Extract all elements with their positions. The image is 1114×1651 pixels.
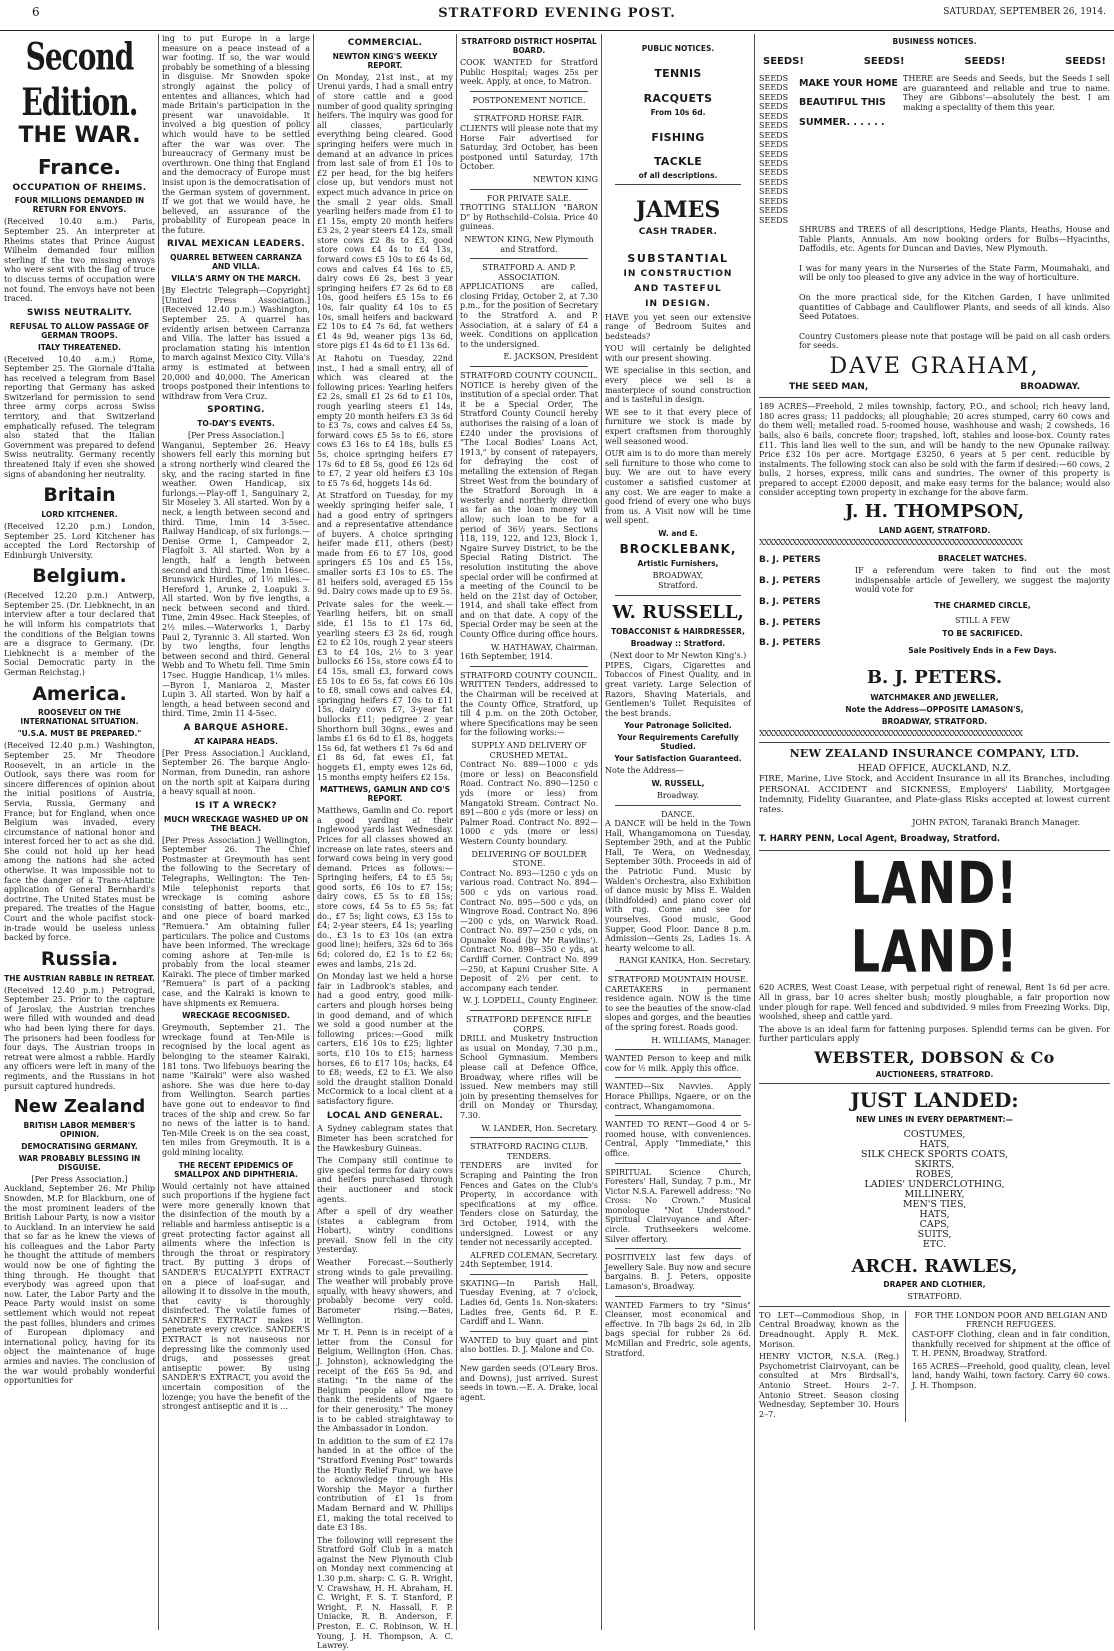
seeds-word: SEEDS! — [763, 56, 804, 67]
seedman-label: THE SEED MAN, — [789, 382, 869, 393]
article-text: (Received 10.40 a.m.) Paris, September 25. An interpreter at Rheims states that Prince August Wilhelm demanded four million sterling if the two missing envoys who were sent with the flag of truce to discuss terms of occupation were not found. The envoys have not been traced. — [4, 217, 155, 304]
signature: NEWTON KING, New Plymouth and Stratford. — [464, 234, 594, 254]
article-text: On Monday last we held a horse fair in Ladbrook's stables, and had a good entry, good milk-carters and plough horses being in good demand, and of which we sold a good number at the following prices:—Good milk carters, £16 10s to £25; lighter sorts, £10 10s to £15; harness horses, £6 to £17 10s; hacks, £4 to £8; weeds, £2 to £3. We also sold the draught stallion Donald McCormick to a local client at a satisfactory figure. — [317, 972, 453, 1106]
divider — [470, 91, 588, 92]
refugees-heading: FOR THE LONDON POOR AND BELGIAN AND FRENCH REFUGEES. — [914, 1310, 1108, 1330]
signature: RANGI KANIKA, Hon. Secretary. — [618, 956, 751, 966]
address-line-2: BROADWAY, STRATFORD. — [881, 716, 988, 726]
events-subheading: TO-DAY'S EVENTS. — [197, 419, 275, 429]
price-line: From 10s 6d. — [650, 108, 706, 118]
just-landed-heading: JUST LANDED: — [850, 1088, 1019, 1113]
clothing-item: MILLINERY, — [904, 1188, 965, 1200]
nz-heading: New Zealand — [13, 1096, 146, 1118]
ad-text: 165 ACRES—Freehold, good quality, clean, level land, handy Waihi, town factory. Carry 60 cows. J. H. Thompson. — [912, 1361, 1110, 1391]
descriptions-line: of all descriptions. — [638, 170, 718, 180]
ap-heading: STRATFORD A. AND P. ASSOCIATION. — [482, 263, 576, 282]
divider — [615, 595, 741, 596]
article-text: ing to put Europe in a large measure on a peace instead of a war footing. If so, the war would probably be something of a blessing in disguise. Mr Snowden spoke strongly against the policy of ententes and alliances, which had made Britain's participation in the present war unavoidable. It involved a big question of policy which would have to be settled after the war was over. The bureaucracy of Germany must be overthrown. One thing that England and the democracy of Europe must insist upon is the democratisation of the German system of government. If we got that we would have, he believed, an assurance of the probability of European peace in the future. — [162, 34, 310, 235]
studied-line: Your Requirements Carefully Studied. — [617, 733, 739, 752]
slogan-line: MAKE YOUR HOME — [799, 78, 898, 89]
seeds-label: SEEDS — [759, 130, 789, 140]
britain-heading: Britain — [43, 484, 116, 507]
article-text: Wanganui, September 26. Heavy showers fell early this morning but a strong northerly wind cleared the sky, and the racing started in fine weather. Owen Handicap, six furlongs.—Play-off 1, Sanguinary 2, Sir Moseley 3. All started. Won by a neck, a length between second and third. Time, 1min 14 3-5sec. Railway Handicap, of six furlongs.—Denise Orme 1, Campeador 2, Flagfolt 3. All started. Won by a length, half a length between second and third. Time, 1min 16sec. Brunswick Hurdles, of 1½ miles.—Hereford 1, Arunke 2, Loapuki 3. All started. Won by five lengths, a neck between second and third. Time, 2min 49sec. Hack Steeples, of 2½ miles.—Waterworks 1, Darby Paul 2, Tyrannic 3. All started. Won by two lengths, four lengths between second and third. General Webb and To Whetu fell. Time 5min 17sec. Huggie Handicap, 1¼ miles.—Byron 1, Maniaroa 2, Master Lupin 3. All started. Won by half a length, a head between second and third. Time, 2min 11 4-5sec. — [162, 440, 310, 719]
divider — [470, 258, 588, 259]
swiss-heading: SWISS NEUTRALITY. — [26, 307, 133, 318]
press-association: [Per Press Association.] — [188, 431, 284, 441]
charmed-heading: THE CHARMED CIRCLE, — [934, 601, 1031, 611]
dance-heading: DANCE. — [661, 809, 695, 819]
clothing-item: SUITS, — [917, 1228, 952, 1240]
refusal-subheading: REFUSAL TO ALLOW PASSAGE OF GERMAN TROOPS. — [9, 321, 150, 340]
hospital-heading: STRATFORD DISTRICT HOSPITAL BOARD. — [461, 37, 597, 55]
brocklebank-initials: W. and E. — [658, 528, 698, 538]
belgium-heading: Belgium. — [32, 565, 127, 588]
watchmaker-line: WATCHMAKER AND JEWELLER, — [870, 692, 999, 702]
commercial-heading: COMMERCIAL. — [347, 38, 423, 48]
clothing-item: LADIES' UNDERCLOTHING, — [864, 1178, 1005, 1190]
seeds-ad — [759, 74, 1110, 225]
ad-text: SHRUBS and TREES of all descriptions, Hedge Plants, Heaths, House and Table Plants, Annuals. Am now booking orders for Bulbs—Hyacinths, Daffodils, etc. Agents for Duncan and Davies, New Plymouth. — [799, 225, 1110, 254]
ad-text: PIPES, Cigars, Cigarettes and Tobaccos of Finest Quality, and in great variety. Large Selection of Razors, Shaving Materials, and Gentlemen's Toilet Requisites of the best brands. — [605, 660, 751, 718]
divider — [615, 1077, 741, 1078]
seeds-label: SEEDS — [759, 74, 789, 83]
quarrel-subheading: QUARREL BETWEEN CARRANZA AND VILLA. — [170, 253, 302, 272]
divider — [615, 970, 741, 971]
peters-label: B. J. PETERS — [759, 638, 821, 649]
divider — [470, 189, 588, 190]
barque-heading: A BARQUE ASHORE. — [183, 723, 289, 733]
ad-text: WANTED Farmers to try "Sinus" Cleanser, most economical and effective. In 7lb bags 2s 6d, in 2lb bags special for rubber 2s 6d. McMillan and Fredric, sole agents, Stratford. — [605, 1300, 751, 1358]
divider — [470, 1274, 588, 1275]
clothing-list — [759, 1130, 1110, 1250]
fishing-heading: FISHING — [651, 131, 705, 145]
tobacconist-line: TOBACCONIST & HAIRDRESSER, — [611, 627, 745, 637]
ad-text: CAST-OFF Clothing, clean and in fair condition, thankfully received for shipment at the office of T. H. PENN, Broadway, Stratford. — [912, 1330, 1110, 1359]
ad-text: IF a referendum were taken to find out the most indispensable article of Jewellery, we suggest the majority would vote for — [855, 566, 1110, 595]
article-text: On Monday, 21st inst., at my Urenui yards, I had a small entry of store cattle and a good number of good quality springing heifers. The inquiry was good for all classes, particularly everything being cleared. Good springing heifers were much in demand at an advance in prices from last sale of from £1 10s to £2 per head, for the big heifers close up, but vendors must not expect much advance in price on the small 2 year olds. Small yearling heifers made from £1 to £1 15s, empty 20 month heifers £3 2s, 2 year steers £4 12s, small store cows £2 8s to £3, good store cows £4 4s to £4 13s, forward cows £5 10s to £6 4s 6d, cows and calves £4 16s to £5, dairy cows £6 2s, best 3 year springing heifers £7 2s 6d to £8 10s, good heifers £5 15s to £6 10s, fair quality £4 10s to £5 10s, small heifers and backward £2 10s to £4 7s 6d, fat wethers £1 4s 9d, weaner pigs 13s 6d, store pigs £1 4s 6d to £1 13s 6d. — [317, 72, 454, 351]
new-lines-line: NEW LINES IN EVERY DEPARTMENT:— — [856, 1115, 1013, 1125]
divider — [470, 666, 588, 667]
divider — [615, 1115, 741, 1116]
column-rule — [456, 34, 457, 1630]
james-heading: JAMES — [635, 196, 721, 223]
ad-text: HENRY VICTOR, N.S.A. (Reg.) Psychometrist Clairvoyant, can be consulted at Mrs Birdsall's, Antonio Street. Hours 2–7. Antonio Street. Season closing Wednesday, September 30. Hours 2–7. — [759, 1352, 899, 1419]
clothing-item: HATS, — [919, 1139, 950, 1151]
signature: NEWTON KING — [532, 174, 598, 184]
ad-text: HAVE you yet seen our extensive range of Bedroom Suites and bedsteads? — [605, 312, 751, 341]
article-text: (Received 12.20 p.m.) Antwerp, September 25. (Dr. Liebknecht, in an interview after a tour declared that he will inform his compatriots that the conditions of the Belgian towns are a disgrace to Germany. (Dr. Liebknecht is a member of the Social Democratic party in the German Reichstag.) — [4, 591, 155, 677]
seeds-label: SEEDS — [759, 196, 789, 206]
sporting-heading: SPORTING. — [207, 405, 265, 416]
boulder-subheading: DELIVERING OF BOULDER STONE. — [471, 849, 587, 869]
ad-text: DRILL and Musketry Instruction as usual on Monday, 7.30 p.m., School Gymnasium. Members please call at Defence Office, Broadway, where rifles will be issued. New members may still join by presenting themselves for drill on Monday or Thursday, 7.30. — [460, 1034, 598, 1120]
signature: W. J. LOPDELL, County Engineer. — [462, 996, 598, 1006]
russell-heading: W. RUSSELL, — [612, 601, 744, 623]
blessing-subheading: WAR PROBABLY BLESSING IN DISGUISE. — [18, 1153, 141, 1172]
border-x-top: XXXXXXXXXXXXXXXXXXXXXXXXXXXXXXXXXXXXXXXXXXXXXXXXXXXXXXXX — [759, 537, 1022, 547]
kitchener-subheading: LORD KITCHENER. — [41, 510, 118, 520]
clothing-item: ETC. — [922, 1238, 947, 1250]
seeds-label: SEEDS — [759, 215, 789, 225]
patronage-line: Your Patronage Solicited. — [624, 721, 732, 731]
article-text: [By Electric Telegraph—Copyright] [United Press Association.] (Received 12.40 p.m.) Washington, September 25. A quarrel has evidently arisen between Carranza and Villa. The latter has issued a proclamation stating his intention to march against Mexico City. Villa's army is estimated at between 20,000 and 40,000. The American troops postponed their intentions to withdraw from Vera Cruz. — [162, 286, 310, 401]
clothing-item: ROBES, — [915, 1168, 954, 1180]
draper-line: DRAPER AND CLOTHIER, — [883, 1280, 986, 1290]
column-rule — [313, 34, 314, 1630]
ad-text: A DANCE will be held in the Town Hall, Whangamomona on Tuesday, September 29th, and at the Public Hall, Te Wera, on Wednesday, September 30th. Proceeds in aid of the Patriotic Fund. Music by Walden's Orchestra, also Exhibition of dance music by Miss E. Walden (blindfolded) and piano cover old with rug. Come and see for yourselves. Good music, Good Supper, Good Floor. Dance 8 p.m. Admission—Gents 2s, Ladies 1s. A hearty welcome to all. — [605, 819, 751, 953]
ad-text: CARETAKERS in permanent residence again. NOW is the time to see the beauties of the snow-clad slopes and gorges, and the beauties of the spring forest. Roads good. — [605, 984, 751, 1032]
column-rule — [754, 34, 755, 1630]
democ-subheading: DEMOCRATISING GERMANY. — [21, 1141, 138, 1151]
note-address-line: Note the Address— — [605, 766, 684, 776]
seedman-line — [759, 382, 1110, 393]
auctioneers-line: AUCTIONEERS, STRATFORD. — [875, 1070, 994, 1080]
ad-text: WANTED—Six Navvies. Apply Horace Phillips, Ngaere, or on the contract, Whangamomona. — [605, 1082, 751, 1111]
seeds-label: SEEDS — [759, 121, 789, 131]
peters-heading: B. J. PETERS. — [866, 667, 1003, 689]
peters-label: B. J. PETERS — [759, 617, 821, 628]
epidemics-subheading: THE RECENT EPIDEMICS OF SMALLPOX AND DIPHTHERIA. — [174, 1160, 298, 1179]
ad-text: The above is an ideal farm for fattening purposes. Splendid terms can be given. For further particulars apply — [759, 1024, 1110, 1044]
ad-text: WRITTEN Tenders, addressed to the Chairman will be received at the County Office, Stratford, up till 4 p.m. on the 20th October, where Specifications may be seen for the following works:— — [460, 680, 598, 738]
rheims-heading: OCCUPATION OF RHEIMS. — [12, 182, 147, 193]
ad-text: 189 ACRES—Freehold, 2 miles township, factory, P.O., and school; rich heavy land, 180 acres grass; 11 paddocks; all ploughable; 20 acres stumped, carry 60 cows and do them well; metalled road. 5-roomed house, washhouse and wash; 2 cowsheds, 16 bails, also 6 bails, concrete floor; trapshed, loft, stables and loose-box. County rates £11. This land lies well to the sun, and will be handy to the new Opunake railway. Price £32 10s per acre. Mortgage £3250, 6 years at 5 per cent. reducible by instalments. The following stock can also be sold with the farm if desired:—60 cows, 2 bulls, 2 horses, express, milk cans and sundries. The owner of this property is prepared to accept £2000 deposit, and make easy terms for the balance; would also consider accepting town property in exchange for the above farm. — [759, 402, 1110, 498]
ad-text: Country Customers please note that postage will be paid on all cash orders for seeds. — [799, 331, 1110, 351]
ad-text: SPIRITUAL Science Church, Foresters' Hall, Sunday, 7 p.m., Mr Victor N.S.A. Farewell address: "No Cross: No Crown." Musical monologue "Not Understood." Spiritual Clairvoyance and After-circle. Truthseekers welcome. Silver offertory. — [605, 1167, 751, 1244]
article-text: The Company still continue to give special terms for dairy cows and heifers purchased through their auctioneer and stock agents. — [317, 1156, 453, 1204]
penn-line: T. HARRY PENN, Local Agent, Broadway, Stratford. — [759, 833, 1001, 844]
ad-text: TENDERS are invited for Scraping and Painting the Iron Fences and Gates on the Club's Property, in accordance with specifications at my office. Tenders close on Saturday, the 3rd October, 1914, with the undersigned. Lowest or any tender not necessarily accepted. — [460, 1161, 598, 1248]
seeds-word: SEEDS! — [863, 56, 905, 67]
sale-ends-line: Sale Positively Ends in a Few Days. — [908, 645, 1057, 655]
seeds-label: SEEDS — [759, 177, 789, 187]
divider — [615, 184, 741, 185]
clothing-item: HATS, — [919, 1208, 950, 1220]
ad-text: SKATING—In Parish Hall, Tuesday Evening, at 7 o'clock, Ladies 6d, Gents 1s. Non-skaters: Ladies free, Gents 6d. P. E. Cardiff and L. Wann. — [460, 1278, 598, 1327]
supply-subheading: SUPPLY AND DELIVERY OF CRUSHED METAL. — [471, 741, 587, 760]
seeds-banner — [763, 56, 1106, 68]
article-text: In addition to the sum of £2 17s handed in at the office of the "Stratford Evening Post" towards the Huntly Relief Fund, we have to acknowledge through His Worship the Mayor a further contribution of £1 1s from Madam Bernard and W. Phillips £1, making the total received to date £3 18s. — [317, 1436, 453, 1533]
millions-subheading: FOUR MILLIONS DEMANDED IN RETURN FOR ENVOYS. — [14, 196, 145, 215]
clothing-item: SILK CHECK SPORTS COATS, — [860, 1149, 1009, 1160]
slogan-line: SUMMER. . . . . . — [799, 116, 885, 128]
prepared-subheading: "U.S.A. MUST BE PREPARED." — [17, 729, 142, 739]
racing-club-heading: STRATFORD RACING CLUB. — [470, 1142, 588, 1152]
france-heading: France. — [38, 154, 121, 179]
russell-repeat: W. RUSSELL, — [651, 778, 705, 788]
article-text: Mr T. H. Penn is in receipt of a letter from the Consul for Belgium, Wellington (Hon. Chas. J. Johnston), acknowledging the receipt of the £65 5s 9d, and stating: "In the name of the Belgium people allow me to thank the residents of Ngaere for their generosity." The money is to be cabled straightaway to the Ambassador in London. — [317, 1328, 453, 1434]
article-text: [Per Press Association.] Auckland, September 26. The barque Anglo-Norman, from Dunedin, ran ashore on the north spit at Kaipara during a heavy squall at noon. — [162, 748, 310, 797]
ad-text: POSITIVELY last few days of Jewellery Sale. Buy now and secure bargains. B. J. Peters, opposite Lamason's, Broadway. — [605, 1253, 751, 1292]
ad-text: TO LET—Commodious Shop, in Central Broadway, known as the Dreadnought. Apply R. McK. Morison. — [759, 1310, 899, 1349]
construction-heading: IN CONSTRUCTION — [623, 269, 733, 280]
ad-text: On the more practical side, for the Kitchen Garden, I have unlimited quantities of Cabbage and Cauliflower Plants, and seeds of all kinds. Also Seed Potatoes. — [799, 292, 1110, 322]
substantial-heading: SUBSTANTIAL — [627, 251, 729, 265]
column-1 — [4, 34, 155, 1630]
ad-text: THERE are Seeds and Seeds, but the Seeds I sell are guaranteed and reliable and true to name. They are Gibbons'—absolutely the best. I am making a speciality of them this year. — [903, 74, 1110, 112]
land-agent-line: LAND AGENT, STRATFORD. — [878, 525, 991, 535]
clothing-item: MEN'S TIES, — [902, 1198, 967, 1210]
nz-insurance-heading: NEW ZEALAND INSURANCE COMPANY, LTD. — [789, 747, 1080, 761]
address-line: Broadway :: Stratford. — [630, 639, 726, 649]
roosevelt-subheading: ROOSEVELT ON THE INTERNATIONAL SITUATION. — [20, 708, 139, 727]
stratford-line: STRATFORD. — [907, 1292, 962, 1302]
newton-king-report-heading: NEWTON KING'S WEEKLY REPORT. — [332, 51, 438, 70]
labor-subheading: BRITISH LABOR MEMBER'S OPINION. — [23, 1120, 136, 1139]
wreckage-subheading: MUCH WRECKAGE WASHED UP ON THE BEACH. — [163, 814, 309, 833]
county-council-heading: STRATFORD COUNTY COUNCIL. — [460, 371, 598, 381]
cash-trader-heading: CASH TRADER. — [638, 227, 718, 238]
divider — [615, 805, 741, 806]
column-rule — [601, 34, 602, 1630]
ad-text: I was for many years in the Nurseries of the State Farm, Moumahaki, and will be only too pleased to give any advice in the way of horticulture. — [799, 263, 1110, 283]
peters-side-list — [759, 551, 855, 659]
villa-subheading: VILLA'S ARMY ON THE MARCH. — [171, 274, 301, 284]
article-text: After a spell of dry weather (states a cablegram from Hobart), wintry conditions prevail. Snow fell in the city yesterday. — [317, 1207, 453, 1255]
ad-text: YOU will certainly be delighted with our present showing. — [605, 344, 751, 363]
ad-text: 620 ACRES, West Coast Lease, with perpetual right of renewal, Rent 1s 6d per acre. All in grass, bar 10 acres shelter bush; mostly ploughable, a fair proportion now under plough for rape. Well fenced and subdivided. 9 miles from Freezing Works. Dip, woolshed, sheep and cattle yard. — [759, 983, 1110, 1022]
divider — [470, 1010, 588, 1011]
ad-text: WE see to it that every piece of furniture we stock is made by expert craftsmen from thoroughly well seasoned wood. — [605, 407, 751, 446]
article-text: Private sales for the week.—Yearling heifers, bit on small side, £1 15s to £1 17s 6d, yearling steers £3 2s 6d, rough £2 to £2 10s, rough 2 year steers £3 to £4 10s, 2½ to 3 year bullocks £6 15s, store cows £4 to £4 15s, small £3, forward cows £5 10s to £6 5s, fat cows £6 10s to £8, small cows and calves £4, springing heifers £7 10s to £11 15s, dairy cows £7, 3-year fat bullocks £11; pedigree 2 year Shorthorn bull 30gns., ewes and lambs £1 6s 6d to £1 8s, hoggets 15s 6d, fat wethers £1 7s 6d and £1 8s 6d, fat ewes £1, fat hoggets £1, empty ewes 12s 6d, 15 months empty heifers £2 15s. — [317, 599, 453, 782]
peters-box — [759, 551, 1110, 659]
satisfaction-line: Your Satisfaction Guaranteed. — [614, 754, 742, 764]
peters-label: B. J. PETERS — [759, 596, 821, 607]
seeds-label: SEEDS — [759, 92, 789, 102]
thompson-heading: J. H. THOMPSON, — [845, 501, 1024, 523]
border-x-bottom: XXXXXXXXXXXXXXXXXXXXXXXXXXXXXXXXXXXXXXXXXXXXXXXXXXXXXXXX — [759, 728, 1022, 738]
clothing-item: COSTUMES, — [903, 1129, 966, 1141]
postponement-heading: POSTPONEMENT NOTICE. — [472, 95, 586, 105]
ad-text: New garden seeds (O'Leary Bros. and Downs), just arrived. Surest seeds in town.—E. A. Drake, local agent. — [460, 1364, 598, 1402]
divider — [470, 1359, 588, 1360]
mountain-house-heading: STRATFORD MOUNTAIN HOUSE. — [607, 975, 749, 984]
clothing-item: CAPS, — [919, 1218, 950, 1230]
private-sale-heading: FOR PRIVATE SALE. — [486, 193, 572, 203]
clothing-item: SKIRTS, — [914, 1158, 955, 1170]
rabble-subheading: THE AUSTRIAN RABBLE IN RETREAT. — [4, 973, 155, 983]
ad-text: NOTICE is hereby given of the institution of a special order. That it be a Special Order, The Stratford County Council hereby authorises the raising of a loan of £240 under the provisions of "The Local Bodies' Loans Act, 1913," by consent of ratepayers, for defraying the cost of metalling the extension of Regan Street West from the boundary of the Stratford Borough in a westerly and northerly direction as far as the loan money will allow; such loan to be for a period of 36½ years. Sections 118, 119, 122, and 123, Block 1, Ngaire Survey District, to be the Special Rating District. The resolution instituting the above special order will be confirmed at a meeting of the Council to be held on the 21st day of October, 1914, and shall take effect from and on that date. A copy of the Special Order may be seen at the County Office during office hours. — [460, 380, 598, 640]
article-text: [Per Press Association.] Wellington, September 26. The Chief Postmaster at Greymouth has sent the following to the Secretary of Telegraphs, Wellington: The Ten-Mile telephonist reports that wreckage is coming ashore consisting of batter, booms, etc., and one piece of board marked "Remuera." Am obtaining fuller particulars. The police and Customs have been informed. The wreckage coming ashore at Ten-mile is probably from the local steamer Kairaki. The piece of timber marked "Remuera" is part of a packing case, and the Kairaki is known to have shipments ex Remuera. — [162, 835, 310, 1008]
ad-text: OUR aim is to do more than merely sell furniture to those who come to buy. We are out to have every customer a satisfied customer at any cost. We are eager to make a good friend of every one who buys from us. A Visit now will be time well spent. — [605, 449, 751, 526]
press-association: [Per Press Association.] — [31, 1174, 128, 1184]
signature: JOHN PATON, Taranaki Branch Manager. — [912, 818, 1080, 828]
seeds-label: SEEDS — [759, 149, 789, 159]
ad-text: TROTTING STALLION "BARON D" by Rothschild–Colsia. Price 40 guineas. — [460, 203, 598, 232]
business-notices-heading: BUSINESS NOTICES. — [892, 37, 977, 46]
seeds-body-2 — [799, 225, 1110, 351]
seeds-label: SEEDS — [759, 83, 789, 93]
mexican-heading: RIVAL MEXICAN LEADERS. — [167, 239, 305, 250]
page-number: 6 — [32, 5, 40, 19]
article-text: Auckland, September 26. Mr Philip Snowden, M.P. for Blackburn, one of the most prominent leaders of the British Labour Party, is now a visitor to Auckland. In an interview he said that so far as he knew the views of his colleagues and the Labor Party he thought the attitude of members would now be one of fighting the thing through. He thought that everybody was agreed upon that now. Later, the Labor Party and the Peace Party would insist on some settlement which would not repeat the past follies, blunders and crimes of European diplomacy and international policy, having for its object the maintenance of huge armies and navies. The conclusion of the war would probably wonderful opportunities for — [4, 1184, 155, 1386]
seeds-side-list — [759, 74, 795, 225]
broadway-line: BROADWAY, — [652, 571, 704, 581]
horse-fair-heading: STRATFORD HORSE FAIR. — [473, 114, 585, 124]
seeds-body — [903, 74, 1110, 225]
article-text: The following will represent the Stratford Golf Club in a match against the New Plymouth Club on Monday next commencing at 1.30 p.m. sharp: C. G. R. Wright, V. Crawshaw, H. H. Abraham, H. C. Wright, F. S. T. Stanford, P. Wright, F. N. Hassall, F. P. Uniacke, R. B. Anderson, F. Preston, E. C. Robinson, W. H. Young, J. H. Thompson, A. C. Lawrey. — [317, 1535, 453, 1651]
divider — [470, 366, 588, 367]
bracelet-heading: BRACELET WATCHES. — [938, 554, 1027, 564]
tennis-heading: TENNIS — [654, 67, 702, 80]
signature: E. JACKSON, President — [503, 352, 598, 362]
article-text: Matthews, Gamlin and Co. report a good yarding at their Inglewood yards last Wednesday. Prices for all classes showed an increase on late rates, steers and forward cows being in very good demand. Prices as follows:—Springing heifers, £4 to £5 5s; good sorts, £6 10s to £7 15s; dairy cows, £5 5s to £8 15s; store cows, £4 5s to £5 5s; fat do., £7 5s; light cows, £3 15s to £4; 2-year steers, £4 1s; yearling do., £3 1s to £3 10s (an extra good line); heifers, 32s 6d to 36s 6d; colored do, £2 1s to £2 6s; ewes and lambs, 21s 2d. — [317, 806, 453, 969]
seeds-label: SEEDS — [759, 111, 789, 121]
newspaper-title: STRATFORD EVENING POST. — [438, 6, 676, 21]
article-text: (Received 12.20 p.m.) London, September 25. Lord Kitchener has accepted the Lord Rectorship of Edinburgh University. — [4, 522, 155, 560]
classifieds-row — [759, 1311, 1110, 1423]
ad-text: FIRE, Marine, Live Stock, and Accident Insurance in all its Branches, including PERSONAL ACCIDENT and SICKNESS, Employers' Liability, Mortgagee Indemnity, Fidelity Guarantee, and Plate-glass Risks accepted at lowest current rates. — [759, 774, 1110, 815]
classifieds-left — [759, 1311, 906, 1423]
column-rule — [158, 34, 159, 1630]
brocklebank-heading: BROCKLEBANK, — [619, 541, 737, 556]
divider — [759, 1083, 1110, 1084]
war-heading: THE WAR. — [18, 123, 141, 149]
divider — [759, 1306, 1110, 1307]
article-text: Greymouth, September 21. The wreckage found at Ten-Mile is recognised by the local agent as belonging to the steamer Kairaki, 181 tons. Two lifebuoys bearing the name "Kairaki" were also washed ashore. She was due here to-day from Wellington. Search parties have gone out to endeavor to find traces of the ship and crew. So far no news of the latter is to hand. Ten-Mile Creek is on the sea coast, ten miles from Greymouth. It is a gold mining locality. — [162, 1023, 310, 1157]
nextdoor-line: (Next door to Mr Newton King's.) — [609, 651, 747, 661]
signature: H. WILLIAMS, Manager. — [651, 1035, 751, 1045]
article-text: At Stratford on Tuesday, for my weekly springing heifer sale, I had a good entry of springers and a representative attendance of buyers. A choice springing heifer made £11, others (best) made from £6 to £7 10s, good springers £5 10s and £5 15s, smaller sorts £3 10s to £5. The 81 heifers sold, averaged £5 15s 9d. Dairy cows made up to £9 5s. — [317, 491, 453, 597]
ad-text: WANTED to buy quart and pint also bottles. D. J. Malone and Co. — [460, 1335, 598, 1355]
local-general-heading: LOCAL AND GENERAL. — [326, 1110, 444, 1121]
italy-subheading: ITALY THREATENED. — [37, 342, 121, 352]
notice-date: 16th September, 1914. — [460, 652, 553, 662]
seeds-label: SEEDS — [759, 158, 789, 168]
seeds-label: SEEDS — [759, 206, 789, 216]
peters-body — [855, 551, 1110, 659]
still-line: STILL A FEW — [954, 616, 1011, 626]
ad-text: CLIENTS will please note that my Horse Fair advertised for Saturday, 3rd October, has been postponed until Saturday, 17th October. — [460, 123, 598, 172]
edition-heading: Second Edition. — [21, 34, 138, 125]
divider — [615, 1248, 741, 1249]
broadway-line: Broadway. — [656, 790, 700, 800]
wdc-heading: WEBSTER, DOBSON & Co — [814, 1047, 1055, 1067]
ad-text: Contract No. 889—1000 c yds (more or less) on Beaconsfield Road. Contract No. 890—1250 c yds (more or less) from Mangatoki Stream. Contract No. 891—800 c yds (more or less) on Palmer Road. Contract No. 892—1000 c yds (more or less) Western County boundary. — [460, 760, 598, 846]
column-4 — [460, 34, 598, 1630]
seeds-slogan — [795, 74, 903, 225]
divider — [615, 1049, 741, 1050]
divider — [615, 1296, 741, 1297]
signature: W. LANDER, Hon. Secretary. — [481, 1123, 598, 1133]
seeds-label: SEEDS — [759, 187, 789, 197]
column-5 — [605, 34, 751, 1630]
ad-text: WANTED Person to keep and milk cow for ½ milk. Apply this office. — [605, 1054, 751, 1073]
recognised-subheading: WRECKAGE RECOGNISED. — [182, 1011, 290, 1021]
ad-text: APPLICATIONS are called, closing Friday, October 2, at 7.30 p.m., for the position of Secretary to the Stratford A. and P. Association, at a salary of £4 a week. Conditions on application to the undersigned. — [460, 282, 598, 349]
slogan-line: BEAUTIFUL THIS — [799, 97, 886, 109]
seeds-word: SEEDS! — [1065, 56, 1106, 67]
signature: ALFRED COLEMAN, Secretary. — [470, 1250, 598, 1260]
sacrificed-line: TO BE SACRIFICED. — [942, 628, 1023, 638]
divider — [470, 1137, 588, 1138]
dave-graham-heading: DAVE GRAHAM, — [829, 353, 1040, 379]
article-text: (Received 12.40 p.m.) Petrograd, September 25. Prior to the capture of Jaroslav, the Austrian trenches were filled with wounded and dead who had been lying there for days. The prisoners had been foodless for four days. The Austrian troops in retreat were almost a rabble. Hardly any officers were left in many of the regiments, and the Russians in hot pursuit captured hundreds. — [4, 985, 155, 1091]
russia-heading: Russia. — [40, 947, 119, 970]
divider — [615, 1163, 741, 1164]
broadway-label: BROADWAY. — [1020, 382, 1080, 393]
racquets-heading: RACQUETS — [643, 92, 713, 106]
county-council-heading: STRATFORD COUNTY COUNCIL. — [460, 670, 598, 680]
rifle-corps-heading: STRATFORD DEFENCE RIFLE CORPS. — [466, 1015, 592, 1034]
column-2 — [162, 34, 310, 1630]
head-office-line: HEAD OFFICE, AUCKLAND, N.Z. — [857, 763, 1012, 774]
article-text: A Sydney cablegram states that Bimeter has been scratched for the Hawkesbury Guineas. — [317, 1124, 453, 1153]
article-text: At Rahotu on Tuesday, 22nd inst., I had a small entry, all of which was cleared at the following prices: Yearling heifers £2 2s, small £1 2s 6d to £1 10s, rough yearling steers £1 14s, empty 20 month heifers £3 3s 6d to £3 7s, cows and calves £4 5s, forward cows £5 5s to £6, store cows £3 16s to £4 18s, bulls £5 5s, choice springing heifers £7 17s 6d to £8 5s, good £6 12s 6d to £7, 2 year old heifers £3 10s to £5 7s 6d, hoggets 14s 6d. — [317, 354, 453, 488]
column-6 — [759, 34, 1110, 1630]
ad-text: Contract No. 893—1250 c yds on various road. Contract No. 894—500 c yds on various road. Contract No. 895—500 c yds, on Wingrove Road. Contract No. 896—200 c yds, on Warwick Road. Contract No. 897—250 c yds, on Opunake Road (by Mr Rawlins'). Contract No. 898—350 c yds, at Cardiff Corner. Contract No. 899—250, at Kapuni Crusher Site. A Deposit of 2½ per cent. to accompany each tender. — [460, 868, 598, 993]
ad-text: COOK WANTED for Stratford Public Hospital; wages 25s per week. Apply, at once, to Matron. — [460, 58, 598, 87]
stratford-line: Stratford. — [658, 580, 698, 590]
seeds-label: SEEDS — [759, 168, 789, 178]
column-3 — [317, 34, 454, 1651]
article-text: (Received 10.40 a.m.) Rome, September 25. The Giornale d'Italia has received a telegram from Basel reporting that Germany has asked Switzerland for permission to send three army corps across Swiss territory, and that Switzerland emphatically refused. The telegram also stated that the Italian Government was prepared to defend Swiss neutrality. Germany recently threatened Italy if even she showed signs of abandoning her neutrality. — [4, 354, 155, 479]
artistic-line: Artistic Furnishers, — [637, 559, 719, 569]
tasteful-heading: AND TASTEFUL — [634, 283, 722, 294]
classifieds-right — [906, 1311, 1110, 1423]
matthews-report-heading: MATTHEWS, GAMLIN AND CO'S REPORT. — [319, 785, 450, 804]
wreck-heading: IS IT A WRECK? — [195, 800, 277, 811]
america-heading: America. — [32, 682, 127, 705]
peters-label: B. J. PETERS — [759, 555, 821, 566]
signature: W. HATHAWAY, Chairman. — [490, 642, 598, 652]
land-heading: LAND! LAND! — [850, 849, 1019, 986]
masthead — [0, 0, 1114, 31]
tenders-subheading: TENDERS. — [506, 1151, 552, 1161]
design-heading: IN DESIGN. — [645, 298, 711, 309]
ad-text: WANTED TO RENT—Good 4 or 5-roomed house, with conveniences. Central, Apply "Immediate," this office. — [605, 1120, 751, 1158]
article-text: (Received 12.40 p.m.) Washington, September 25. Mr Theodore Roosevelt, in an article in the Outlook, says there was room for sincere differences of opinion about the initial positions of Austria, Servia, Russia, Germany and France; but for England, when once Belgium was invaded, every circumstance of national honor and interest forced her to act as she did. She could not hold up her head among the nations had she acted otherwise. It was impossible not to face the danger of a Trans-Atlantic application of General Bernhardi's doctrine. The United States must be prepared. The treaties of the Hague Court and the whole pacifist stock-in-trade would be useless unless backed by force. — [4, 741, 155, 943]
tackle-heading: TACKLE — [653, 154, 703, 168]
peters-label: B. J. PETERS — [759, 576, 821, 587]
divider — [470, 109, 588, 110]
ad-text: WE specialise in this section, and every piece we sell is a masterpiece of sound construction and is tasteful in design. — [605, 366, 751, 405]
rawles-heading: ARCH. RAWLES, — [851, 1255, 1018, 1277]
address-line: Note the Address—OPPOSITE LAMASON'S, — [845, 704, 1024, 714]
divider — [759, 742, 1110, 743]
divider — [470, 1331, 588, 1332]
notice-date: 24th September, 1914. — [460, 1260, 553, 1270]
article-text: Weather Forecast.—Southerly strong winds to gale prevailing. The weather will probably prove squally, with heavy showers, and probably become very cold. Barometer rising.—Bates, Wellington. — [317, 1258, 453, 1325]
article-text: Would certainly not have attained such proportions if the hygiene fact were more generally known that the disinfection of the mouth by a reliable and harmless antiseptic is a great protecting factor against all ailments where the infection is through the throat or respiratory tract. By putting 3 drops of SANDER'S EUCALYPTI EXTRACT on a piece of loaf-sugar, and allowing it to dissolve in the mouth, that cavity is thoroughly disinfected. The volatile fumes of SANDER'S EXTRACT makes it penetrate every crevice. SANDER'S EXTRACT is not nauseous nor depressing like the commonly used drugs, and possesses great antiseptic power. By using SANDER'S EXTRACT, you avoid the uncertain composition of the lozenge; you have the benefit of the strongest antiseptic and it is ... — [162, 1181, 310, 1412]
kaipara-subheading: AT KAIPARA HEADS. — [194, 736, 278, 746]
public-notices-heading: PUBLIC NOTICES. — [641, 44, 715, 53]
seeds-word: SEEDS! — [964, 56, 1006, 67]
divider — [759, 397, 1110, 398]
issue-date: SATURDAY, SEPTEMBER 26, 1914. — [943, 7, 1106, 17]
seeds-label: SEEDS — [759, 140, 789, 150]
seeds-label: SEEDS — [759, 102, 789, 112]
